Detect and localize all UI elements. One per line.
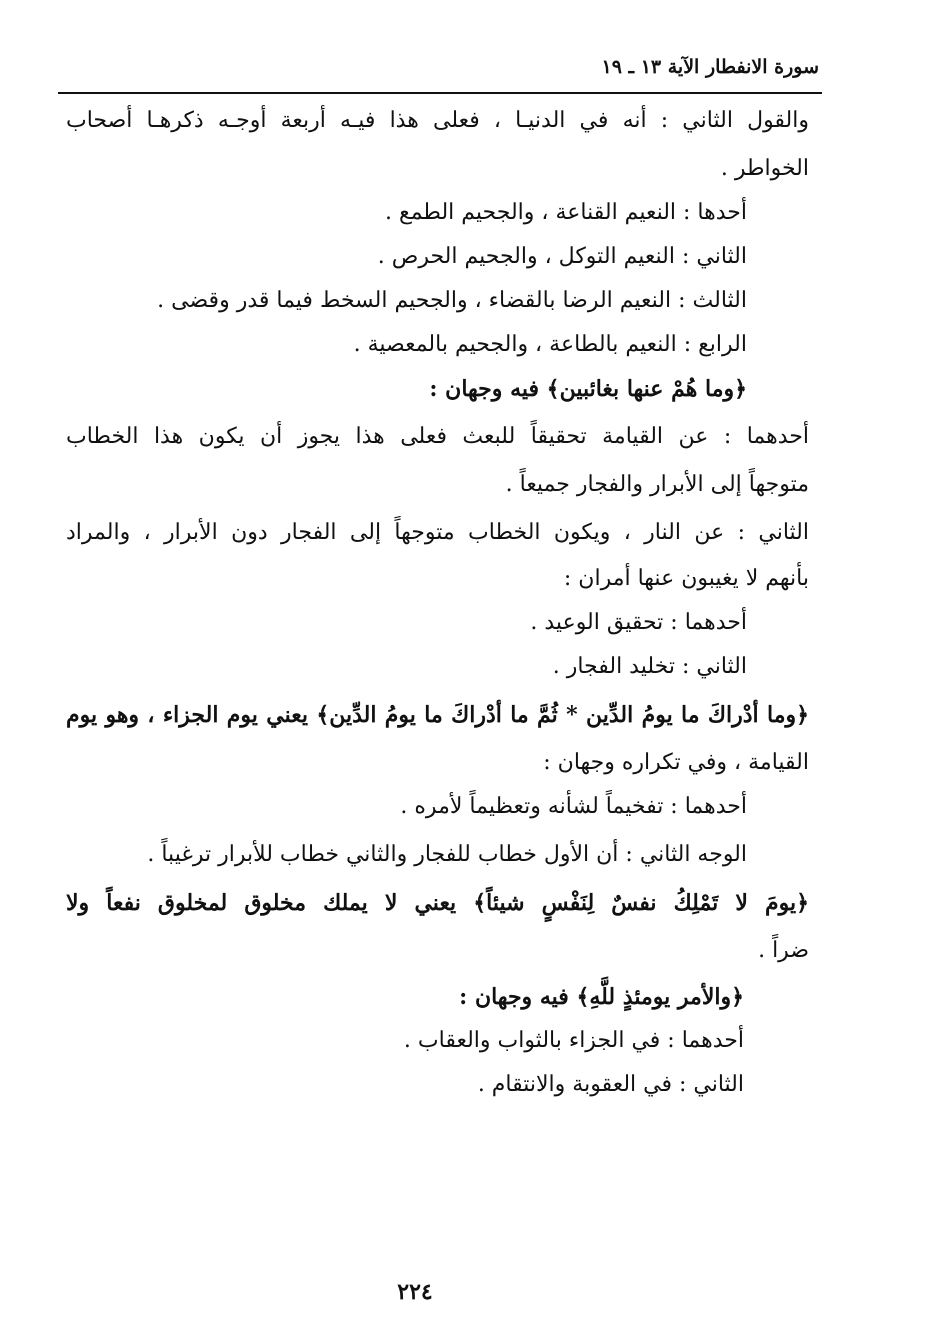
header-rule [58,92,822,94]
text-line: الثاني : تخليد الفجار . [552,654,747,679]
text-line: الوجه الثاني : أن الأول خطاب للفجار والثاني خطاب للأبرار ترغيباً . [147,842,747,867]
text-line: متوجهاً إلى الأبرار والفجار جميعاً . [505,472,809,497]
text-line: القيامة ، وفي تكراره وجهان : [543,750,809,775]
quran-verse-line: ﴿وما أدْراكَ ما يومُ الدِّين * ثُمَّ ما أدْراكَ ما يومُ الدِّين﴾ يعني يوم الجزاء ، وهو يوم [66,702,809,728]
text-line: الخواطر . [720,156,809,181]
text-line: أحدهما : عن القيامة تحقيقاً للبعث فعلى هذا يجوز أن يكون هذا الخطاب [66,424,809,449]
quran-verse-line: ﴿يومَ لا تَمْلِكُ نفسٌ لِنَفْسٍ شيئاً﴾ يعني لا يملك مخلوق لمخلوق نفعاً ولا [66,890,809,916]
page-number: ٢٢٤ [397,1279,433,1305]
text-line: أحدها : النعيم القناعة ، والجحيم الطمع . [385,200,747,225]
text-line: أحدهما : تحقيق الوعيد . [530,610,747,635]
text-line: أحدهما : في الجزاء بالثواب والعقاب . [403,1028,744,1053]
text-line: بأنهم لا يغيبون عنها أمران : [563,566,809,591]
quran-verse-line: ﴿وما هُمْ عنها بغائبين﴾ فيه وجهان : [429,376,747,402]
text-line: الرابع : النعيم بالطاعة ، والجحيم بالمعصية . [353,332,747,357]
text-line: ضراً . [758,938,809,963]
text-line: الثالث : النعيم الرضا بالقضاء ، والجحيم السخط فيما قدر وقضى . [157,288,747,313]
text-line: الثاني : في العقوبة والانتقام . [477,1072,744,1097]
text-line: الثاني : عن النار ، ويكون الخطاب متوجهاً إلى الفجار دون الأبرار ، والمراد [66,520,809,545]
text-line: الثاني : النعيم التوكل ، والجحيم الحرص . [377,244,747,269]
running-head-title: سورة الانفطار الآية ١٣ ـ ١٩ [601,56,819,78]
text-line: والقول الثاني : أنه في الدنيـا ، فعلى هذا فيـه أربعة أوجـه ذكرهـا أصحاب [66,108,809,133]
quran-verse-line: ﴿والأمر يومئذٍ للَّهِ﴾ فيه وجهان : [459,984,744,1010]
text-line: أحدهما : تفخيماً لشأنه وتعظيماً لأمره . [400,794,747,819]
